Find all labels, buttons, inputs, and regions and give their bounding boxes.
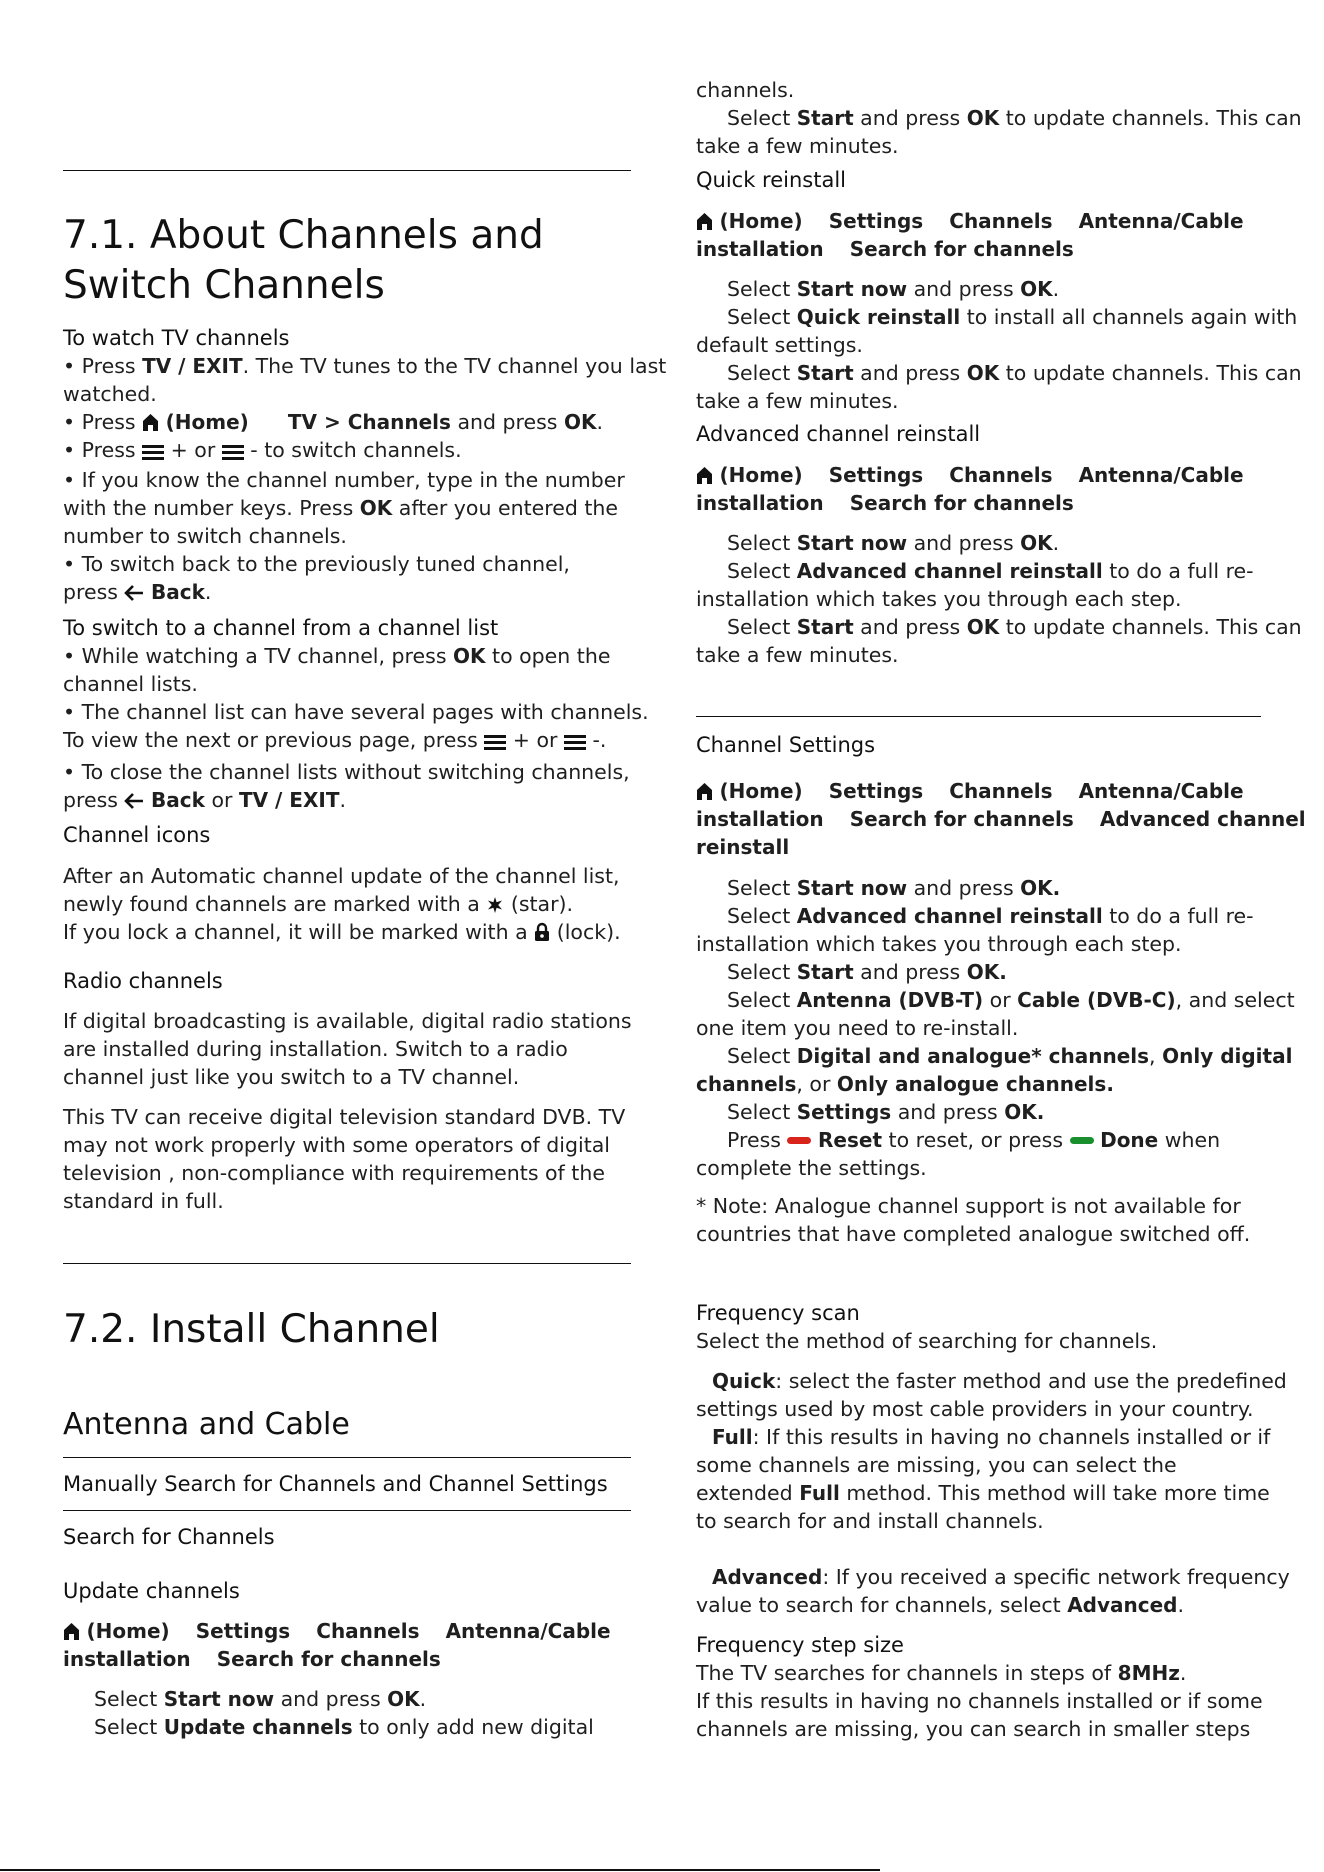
frequency-scan-text: Select the method of searching for channels. [696, 1329, 1158, 1353]
update-step-2: Select Update channels to only add new digital [94, 1715, 594, 1739]
settings-nav-path: (Home) Settings Channels Antenna/Cable [696, 777, 1244, 805]
menu-icon [222, 444, 244, 460]
section-divider [696, 716, 1261, 717]
update-step-3: Select Start and press OK to update channels. This can [727, 106, 1302, 130]
watch-item-1-cont: watched. [63, 382, 157, 406]
green-key-icon [1070, 1137, 1094, 1144]
quick-step-2: Select Quick reinstall to install all channels again with [727, 305, 1298, 329]
list-item-2: • The channel list can have several pages with channels. [63, 700, 649, 724]
settings-step-2: Select Advanced channel reinstall to do a full re- [727, 904, 1254, 928]
advanced-nav-path-cont: installation Search for channels [696, 491, 1074, 515]
home-icon [696, 212, 713, 231]
quick-nav-path-cont: installation Search for channels [696, 237, 1074, 261]
dvb-text-4: standard in full. [63, 1189, 224, 1213]
home-icon [696, 782, 713, 801]
freq-full-cont: some channels are missing, you can select the [696, 1453, 1177, 1477]
channel-settings-heading: Channel Settings [696, 733, 876, 757]
section-7-2-title: 7.2. Install Channel [63, 1307, 440, 1352]
settings-step-5: Select Digital and analogue* channels, Only digital [727, 1044, 1293, 1068]
step-text-1: The TV searches for channels in steps of 8MHz. [696, 1661, 1187, 1685]
list-item-2-cont: To view the next or previous page, press + or -. [63, 728, 607, 752]
radio-text-2: are installed during installation. Switch to a radio [63, 1037, 568, 1061]
freq-full-cont2: extended Full method. This method will take more time [696, 1481, 1270, 1505]
menu-icon [484, 734, 506, 750]
freq-full-cont3: to search for and install channels. [696, 1509, 1044, 1533]
channel-icons-heading: Channel icons [63, 823, 211, 847]
quick-step-2-cont: default settings. [696, 333, 863, 357]
back-arrow-icon [124, 584, 144, 602]
analogue-note-1: * Note: Analogue channel support is not available for [696, 1194, 1241, 1218]
home-icon [696, 466, 713, 485]
settings-nav-path-cont2: reinstall [696, 835, 790, 859]
freq-full: Full: If this results in having no channels installed or if [712, 1425, 1271, 1449]
section-divider [63, 1263, 631, 1264]
quick-step-1: Select Start now and press OK. [727, 277, 1060, 301]
icons-text-1: After an Automatic channel update of the channel list, [63, 864, 620, 888]
watch-item-4: • If you know the channel number, type in the number [63, 468, 625, 492]
advanced-step-3: Select Start and press OK to update channels. This can [727, 615, 1302, 639]
settings-step-7-cont: complete the settings. [696, 1156, 927, 1180]
manual-search-heading: Manually Search for Channels and Channel Settings [63, 1472, 608, 1496]
update-channels-heading: Update channels [63, 1579, 240, 1603]
home-icon [63, 1622, 80, 1641]
watch-item-5: • To switch back to the previously tuned channel, [63, 552, 570, 576]
dvb-text-3: television , non-compliance with requirements of the [63, 1161, 605, 1185]
settings-step-6: Select Settings and press OK. [727, 1100, 1045, 1124]
update-step-3-cont: take a few minutes. [696, 134, 899, 158]
lock-icon [534, 922, 550, 942]
subsection-divider [63, 1510, 631, 1511]
page-footer-rule [0, 1869, 880, 1871]
list-item-1-cont: channel lists. [63, 672, 198, 696]
quick-step-3-cont: take a few minutes. [696, 389, 899, 413]
list-item-3: • To close the channel lists without switching channels, [63, 760, 630, 784]
watch-item-3: • Press + or - to switch channels. [63, 438, 462, 462]
quick-nav-path: (Home) Settings Channels Antenna/Cable [696, 207, 1244, 235]
watch-heading: To watch TV channels [63, 326, 290, 350]
subsection-divider [63, 1457, 631, 1458]
freq-advanced-cont: value to search for channels, select Advanced. [696, 1593, 1185, 1617]
back-arrow-icon [124, 792, 144, 810]
radio-text-3: channel just like you switch to a TV channel. [63, 1065, 520, 1089]
menu-icon [142, 444, 164, 460]
star-icon [486, 896, 504, 914]
dvb-text-2: may not work properly with some operators of digital [63, 1133, 611, 1157]
settings-step-3: Select Start and press OK. [727, 960, 1007, 984]
settings-step-1: Select Start now and press OK. [727, 876, 1061, 900]
update-step-1: Select Start now and press OK. [94, 1687, 427, 1711]
advanced-reinstall-heading: Advanced channel reinstall [696, 422, 981, 446]
frequency-scan-heading: Frequency scan [696, 1301, 860, 1325]
icons-text-2: newly found channels are marked with a (star). [63, 892, 574, 916]
analogue-note-2: countries that have completed analogue switched off. [696, 1222, 1251, 1246]
list-item-3-cont: press Back or TV / EXIT. [63, 788, 346, 812]
settings-step-5-cont: channels, or Only analogue channels. [696, 1072, 1114, 1096]
advanced-step-3-cont: take a few minutes. [696, 643, 899, 667]
settings-step-7: Press Reset to reset, or press Done when [727, 1128, 1221, 1152]
red-key-icon [787, 1137, 811, 1144]
dvb-text-1: This TV can receive digital television standard DVB. TV [63, 1105, 626, 1129]
advanced-step-1: Select Start now and press OK. [727, 531, 1060, 555]
icons-text-3: If you lock a channel, it will be marked with a (lock). [63, 920, 621, 944]
watch-item-1: • Press TV / EXIT. The TV tunes to the TV channel you last [63, 354, 667, 378]
advanced-nav-path: (Home) Settings Channels Antenna/Cable [696, 461, 1244, 489]
settings-nav-path-cont: installation Search for channels Advanced channel [696, 807, 1306, 831]
advanced-step-2: Select Advanced channel reinstall to do a full re- [727, 559, 1254, 583]
update-nav-path-cont: installation Search for channels [63, 1647, 441, 1671]
radio-heading: Radio channels [63, 969, 223, 993]
quick-reinstall-heading: Quick reinstall [696, 168, 847, 192]
radio-text-1: If digital broadcasting is available, digital radio stations [63, 1009, 632, 1033]
update-nav-path: (Home) Settings Channels Antenna/Cable [63, 1617, 611, 1645]
section-7-1-title-line2: Switch Channels [63, 263, 385, 308]
freq-quick: Quick: select the faster method and use the predefined [712, 1369, 1287, 1393]
quick-step-3: Select Start and press OK to update channels. This can [727, 361, 1302, 385]
settings-step-4-cont: one item you need to re-install. [696, 1016, 1019, 1040]
menu-icon [564, 734, 586, 750]
update-step-2-cont: channels. [696, 78, 795, 102]
watch-item-4-cont2: number to switch channels. [63, 524, 347, 548]
section-7-1-title-line1: 7.1. About Channels and [63, 213, 544, 258]
watch-item-5-cont: press Back. [63, 580, 212, 604]
step-text-2: If this results in having no channels installed or if some [696, 1689, 1263, 1713]
list-item-1: • While watching a TV channel, press OK to open the [63, 644, 611, 668]
freq-advanced: Advanced: If you received a specific network frequency [712, 1565, 1290, 1589]
settings-step-2-cont: installation which takes you through each step. [696, 932, 1182, 956]
list-heading: To switch to a channel from a channel list [63, 616, 499, 640]
watch-item-4-cont: with the number keys. Press OK after you entered the [63, 496, 618, 520]
section-divider [63, 170, 631, 171]
step-text-3: channels are missing, you can search in smaller steps [696, 1717, 1251, 1741]
home-icon [142, 413, 159, 432]
settings-step-4: Select Antenna (DVB-T) or Cable (DVB-C), and select [727, 988, 1295, 1012]
frequency-step-heading: Frequency step size [696, 1633, 904, 1657]
advanced-step-2-cont: installation which takes you through each step. [696, 587, 1182, 611]
search-channels-heading: Search for Channels [63, 1525, 275, 1549]
freq-quick-cont: settings used by most cable providers in your country. [696, 1397, 1254, 1421]
antenna-cable-title: Antenna and Cable [63, 1407, 350, 1442]
watch-item-2: • Press (Home) TV > Channels and press OK. [63, 410, 604, 434]
